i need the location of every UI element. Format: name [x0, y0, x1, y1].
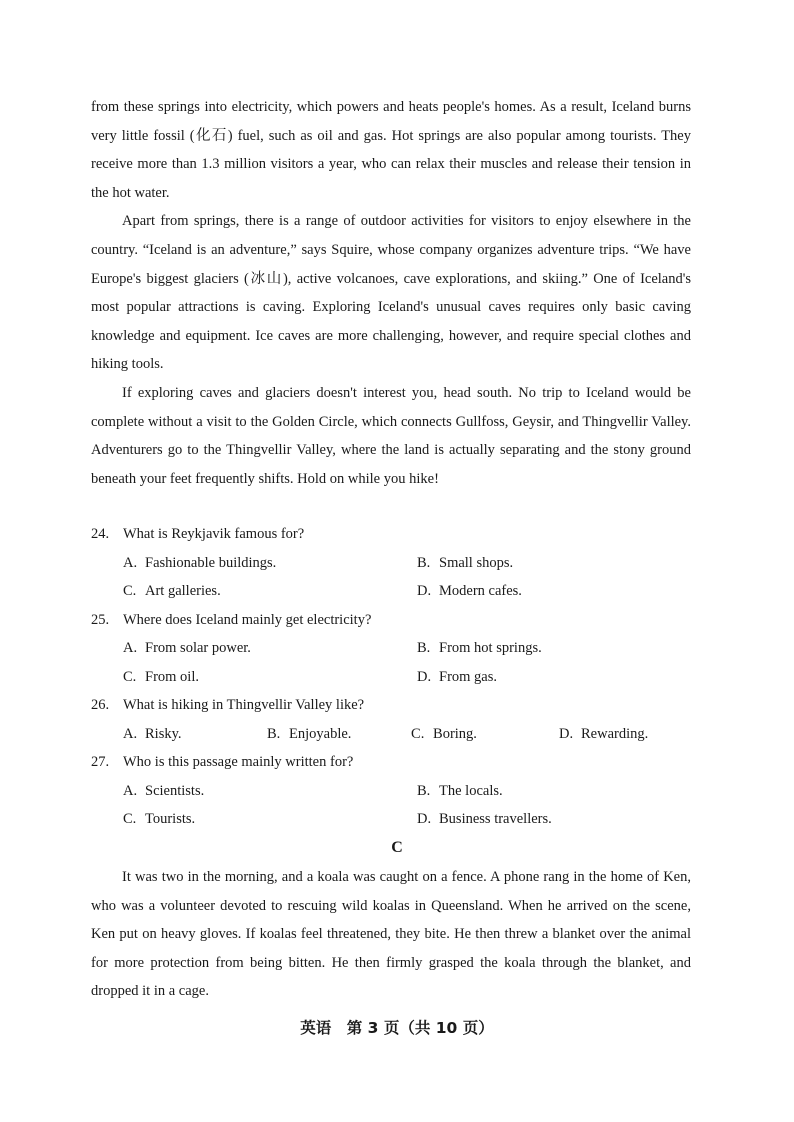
passage-b — [91, 93, 691, 493]
option-d[interactable]: D. From gas. — [417, 668, 497, 685]
question-24 — [91, 520, 703, 549]
option-c[interactable]: C. From oil. — [123, 668, 199, 685]
option-row — [91, 577, 703, 606]
option-a[interactable]: A. From solar power. — [123, 640, 251, 656]
option-a[interactable]: A. Scientists. — [123, 782, 205, 799]
option-b[interactable]: B. Enjoyable. — [267, 725, 352, 742]
question-26 — [91, 691, 703, 720]
option-row — [91, 634, 703, 663]
option-row — [91, 549, 703, 578]
page-footer: 英语 第 3 页（共 10 页） — [300, 1019, 494, 1037]
section-heading: C — [391, 839, 403, 856]
option-a[interactable]: A. Fashionable buildings. — [123, 554, 277, 571]
option-d[interactable]: D. Modern cafes. — [417, 583, 522, 599]
option-c[interactable]: C. Tourists. — [123, 811, 196, 827]
option-c[interactable]: C. Art galleries. — [123, 583, 221, 599]
option-d[interactable]: D. Business travellers. — [417, 811, 552, 827]
question-text: Who is this passage mainly written for? — [123, 754, 354, 770]
question-list — [91, 520, 703, 834]
option-b[interactable]: B. Small shops. — [417, 554, 514, 571]
question-text: What is Reykjavik famous for? — [123, 526, 305, 542]
question-number: 25. — [91, 611, 110, 628]
option-c[interactable]: C. Boring. — [411, 725, 477, 742]
question-text: What is hiking in Thingvellir Valley like? — [123, 697, 365, 713]
question-number: 24. — [91, 526, 110, 542]
question-number: 27. — [91, 754, 110, 770]
passage-paragraph: It was two in the morning, and a koala was caught on a fence. A phone rang in the home of Ken, who was a volunteer devoted to rescuing wild koalas in Queensland. When he arrived on the scene, Ken put on heavy gloves. If koalas feel threatened, they bite. He then threw a blanket over the animal for more protection from being bitten. He then firmly grasped the koala through the blanket, and dropped it in a cage. — [91, 869, 691, 1000]
option-b[interactable]: B. The locals. — [417, 782, 503, 799]
option-d[interactable]: D. Rewarding. — [558, 725, 649, 742]
question-text: Where does Iceland mainly get electricity? — [123, 611, 372, 628]
option-b[interactable]: B. From hot springs. — [417, 640, 542, 656]
question-number: 26. — [91, 697, 110, 713]
question-27 — [91, 748, 703, 777]
passage-c — [91, 863, 691, 1006]
option-row — [91, 720, 703, 749]
passage-paragraph: from these springs into electricity, which powers and heats people's homes. As a result, Iceland burns very little fossil (化石) fuel, such as oil and gas. Hot springs are also popular among tourists. They receive more than 1.3 million visitors a year, who can relax their muscles and release their tension in the hot water. — [91, 99, 691, 201]
passage-paragraph: If exploring caves and glaciers doesn't interest you, head south. No trip to Iceland would be complete without a visit to the Golden Circle, which connects Gullfoss, Geysir, and Thingvellir Valley. Adventurers go to the Thingvellir Valley, where the land is actually separating and the stony ground beneath your feet frequently shifts. Hold on while you hike! — [91, 384, 691, 487]
option-row — [91, 663, 703, 692]
question-25 — [91, 606, 703, 635]
passage-paragraph: Apart from springs, there is a range of outdoor activities for visitors to enjoy elsewhere in the country. “Iceland is an adventure,” says Squire, whose company organizes adventure trips. “We have Europe's biggest glaciers (冰山), active volcanoes, cave explorations, and skiing.” One of Iceland's most popular attractions is caving. Exploring Iceland's unusual caves requires only basic caving knowledge and equipment. Ice caves are more challenging, however, and require special clothes and hiking tools. — [91, 213, 691, 373]
option-row — [91, 805, 703, 834]
option-row — [91, 777, 703, 806]
option-a[interactable]: A. Risky. — [123, 725, 182, 742]
